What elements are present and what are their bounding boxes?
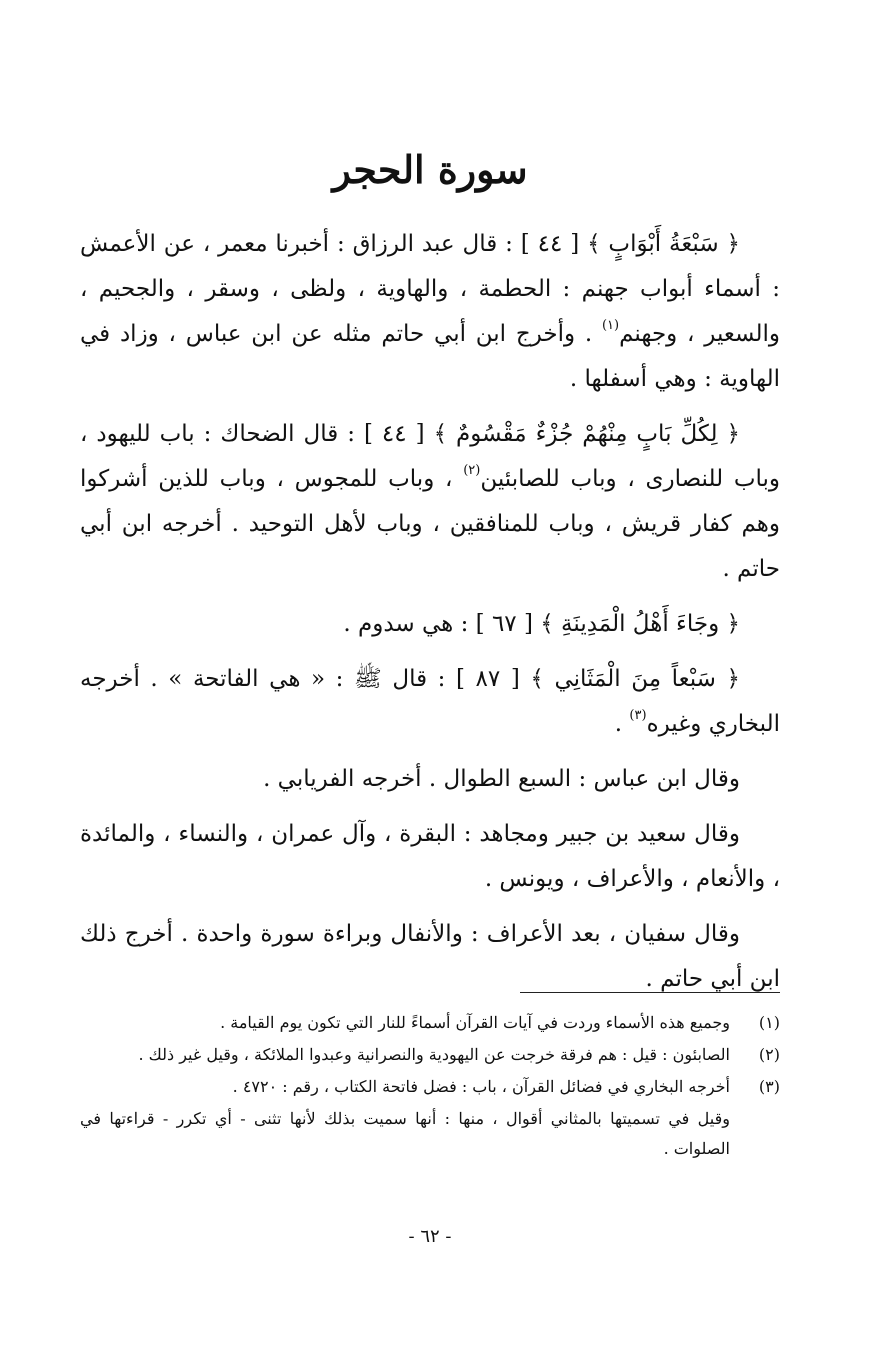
paragraph-verse-44a [80,222,780,402]
footnote-number: (٣) [758,1077,780,1096]
paragraph-ibn-abbas: وقال ابن عباس : السبع الطوال . أخرجه الفريابي . [263,766,740,792]
paragraph-sufyan: وقال سفيان ، بعد الأعراف : والأنفال وبراءة سورة واحدة . أخرج ذلك ابن أبي حاتم . [80,921,780,992]
verse-text: ﴿ لِكُلِّ بَابٍ مِنْهُمْ جُزْءٌ مَقْسُومٌ ﴾ [433,421,741,447]
footnote-3 [80,1072,780,1102]
verse-text: ﴿ سَبْعاً مِنَ الْمَثَانِي ﴾ [530,666,741,692]
footnote-text: أخرجه البخاري في فضائل القرآن ، باب : فضل فاتحة الكتاب ، رقم : ٤٧٢٠ . [232,1077,730,1096]
paragraph-tail: . وأخرج ابن أبي حاتم مثله عن ابن عباس ، وزاد في الهاوية : وهي أسفلها . [80,321,780,392]
verse-ref: [ ٤٤ ] [520,231,580,257]
paragraph-text: : قال الضحاك : باب لليهود ، وباب للنصارى ، وباب للصابئين [80,421,781,492]
paragraph-said-mujahid: وقال سعيد بن جبير ومجاهد : البقرة ، وآل عمران ، والنساء ، والمائدة ، والأنعام ، والأعراف ، ويونس . [80,821,780,892]
verse-ref: [ ٤٤ ] [363,421,425,447]
page-number: - ٦٢ - [408,1226,452,1247]
footnote-marker[interactable]: (٣) [629,708,647,723]
footnote-marker[interactable]: (٢) [463,463,481,478]
footnote-3-continuation: وقيل في تسميتها بالمثاني أقوال ، منها : أنها سميت بذلك لأنها تثنى - أي تكرر - قراءتها في الصلوات . [80,1109,730,1158]
footnote-marker[interactable]: (١) [601,318,620,333]
page-title: سورة الحجر [332,147,528,192]
paragraph-verse-44b [80,412,780,592]
footnote-1 [80,1008,780,1038]
footnote-2 [80,1040,780,1070]
paragraph-text: : قال عبد الرزاق : أخبرنا معمر ، عن الأعمش : أسماء أبواب جهنم : الحطمة ، والهاوية ، ولظى ، وسقر ، والجحيم ، والسعير ، وجهنم [80,231,781,347]
page-body [80,140,780,1340]
paragraph-verse-87 [80,657,780,747]
paragraph-text: : هي سدوم . [343,611,469,637]
verse-text: ﴿ وجَاءَ أَهْلُ الْمَدِينَةِ ﴾ [540,611,740,637]
paragraph-text: : قال ﷺ : « هي الفاتحة » . أخرجه البخاري وغيره [80,666,780,737]
footnote-divider [520,992,780,993]
footnote-number: (٢) [758,1045,780,1064]
verse-text: ﴿ سَبْعَةُ أَبْوَابٍ ﴾ [587,231,741,257]
footnote-text: وجميع هذه الأسماء وردت في آيات القرآن أسماءً للنار التي تكون يوم القيامة . [220,1013,730,1032]
footnote-text: الصابئون : قيل : هم فرقة خرجت عن اليهودية والنصرانية وعبدوا الملائكة ، وقيل غير ذلك . [138,1045,730,1064]
verse-ref: [ ٨٧ ] [455,666,520,692]
paragraph-verse-67 [80,602,780,647]
footnotes [80,1008,780,1164]
paragraph-tail: . [614,711,623,737]
footnote-number: (١) [758,1013,780,1032]
paragraph-tail: ، وباب للمجوس ، وباب للذين أشركوا وهم كفار قريش ، وباب للمنافقين ، وباب لأهل التوحيد . أخرجه ابن أبي حاتم . [80,466,780,582]
verse-ref: [ ٦٧ ] [475,611,533,637]
